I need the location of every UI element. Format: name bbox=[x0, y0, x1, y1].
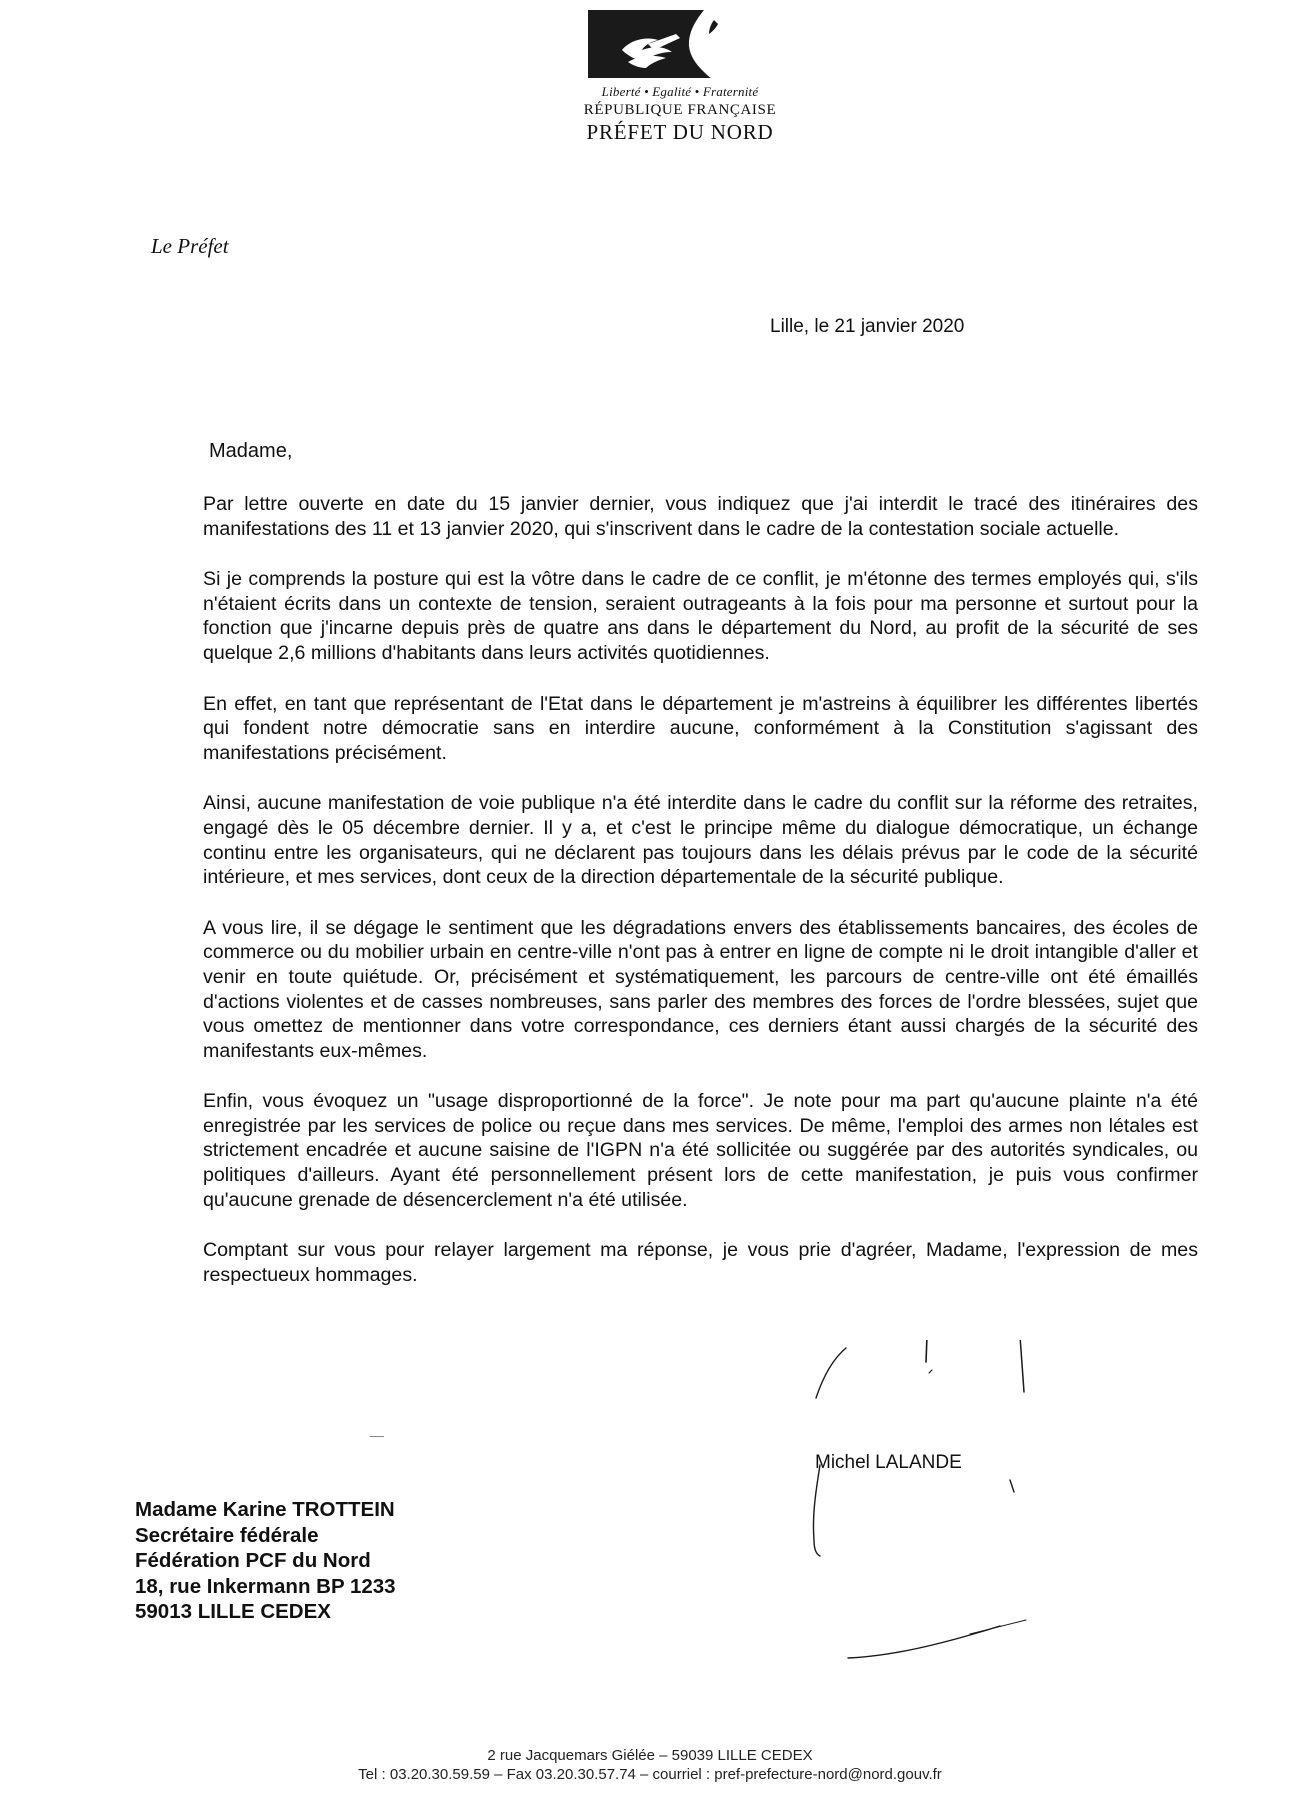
recipient-city: 59013 LILLE CEDEX bbox=[135, 1600, 331, 1623]
recipient-name: Madame Karine TROTTEIN bbox=[135, 1498, 395, 1521]
author-title: Le Préfet bbox=[151, 234, 229, 258]
handwritten-signature bbox=[800, 1340, 1060, 1670]
body-paragraph: A vous lire, il se dégage le sentiment que les dégradations envers des établissements bancaires, des écoles de commerce ou du mobilier urbain en centre-ville n'ont pas à entrer en ligne de compte ni le droit intangible d'aller et venir en toute quiétude. Or, précisément et systématiquement, les parcours de centre-ville ont été émaillés d'actions violentes et de casses nombreuses, sans parler des membres des forces de l'ordre blessées, sujet que vous omettez de mentionner dans votre correspondance, ces derniers étant aussi chargés de la sécurité des manifestants eux-mêmes. bbox=[203, 916, 1198, 1062]
date-line: Lille, le 21 janvier 2020 bbox=[770, 316, 965, 337]
recipient-street: 18, rue Inkermann BP 1233 bbox=[135, 1574, 396, 1598]
marianne-logo-icon bbox=[588, 10, 773, 78]
republic-motto: Liberté • Egalité • Fraternité bbox=[601, 84, 759, 99]
body-paragraph: Par lettre ouverte en date du 15 janvier dernier, vous indiquez que j'ai interdit le tracé des itinéraires des manifestations des 11 et 13 janvier 2020, qui s'inscrivent dans le cadre de la contestation sociale actuelle. bbox=[203, 493, 1198, 540]
republic-name: RÉPUBLIQUE FRANÇAISE bbox=[583, 102, 777, 118]
salutation: Madame, bbox=[209, 440, 293, 462]
letter-body bbox=[203, 492, 1198, 1313]
body-paragraph: Comptant sur vous pour relayer largement ma réponse, je vous prie d'agréer, Madame, l'expression de mes respectueux hommages. bbox=[203, 1239, 1198, 1286]
recipient-organization: Fédération PCF du Nord bbox=[135, 1549, 371, 1572]
recipient-role: Secrétaire fédérale bbox=[135, 1523, 319, 1547]
prefecture-name: PRÉFET DU NORD bbox=[586, 120, 774, 144]
signatory-name: Michel LALANDE bbox=[815, 1452, 962, 1473]
letter-footer bbox=[0, 1746, 1300, 1784]
footer-address: 2 rue Jacquemars Giélée – 59039 LILLE CEDEX bbox=[487, 1747, 813, 1764]
letterhead bbox=[575, 10, 785, 145]
body-paragraph: Enfin, vous évoquez un "usage disproportionné de la force". Je note pour ma part qu'aucune plainte n'a été enregistrée par les services de police ou reçue dans mes services. De même, l'emploi des armes non létales est strictement encadrée et aucune saisine de l'IGPN n'a été sollicitée ou suggérée par des autorités syndicales, ou politiques d'ailleurs. Ayant été personnellement présent lors de cette manifestation, je puis vous confirmer qu'aucune grenade de désencerclement n'a été utilisée. bbox=[203, 1090, 1198, 1211]
recipient-block bbox=[135, 1497, 396, 1625]
scan-mark bbox=[370, 1436, 384, 1437]
body-paragraph: Ainsi, aucune manifestation de voie publique n'a été interdite dans le cadre du conflit sur la réforme des retraites, engagé dès le 05 décembre dernier. Il y a, et c'est le principe même du dialogue démocratique, un échange continu entre les organisateurs, qui ne déclarent pas toujours dans les délais prévus par le code de la sécurité intérieure, et mes services, dont ceux de la direction départementale de la sécurité publique. bbox=[203, 792, 1198, 889]
body-paragraph: En effet, en tant que représentant de l'Etat dans le département je m'astreins à équilibrer les différentes libertés qui fondent notre démocratie sans en interdire aucune, conformément à la Constitution s'agissant des manifestations précisément. bbox=[203, 692, 1198, 764]
body-paragraph: Si je comprends la posture qui est la vôtre dans le cadre de ce conflit, je m'étonne des termes employés qui, s'ils n'étaient écrits dans un contexte de tension, seraient outrageants à la fois pour ma personne et surtout pour la fonction que j'incarne depuis près de quatre ans dans le département du Nord, au profit de la sécurité de ses quelque 2,6 millions d'habitants dans leurs activités quotidiennes. bbox=[203, 568, 1198, 664]
footer-contact: Tel : 03.20.30.59.59 – Fax 03.20.30.57.74 – courriel : pref-prefecture-nord@nord.gouv.fr bbox=[358, 1766, 942, 1783]
